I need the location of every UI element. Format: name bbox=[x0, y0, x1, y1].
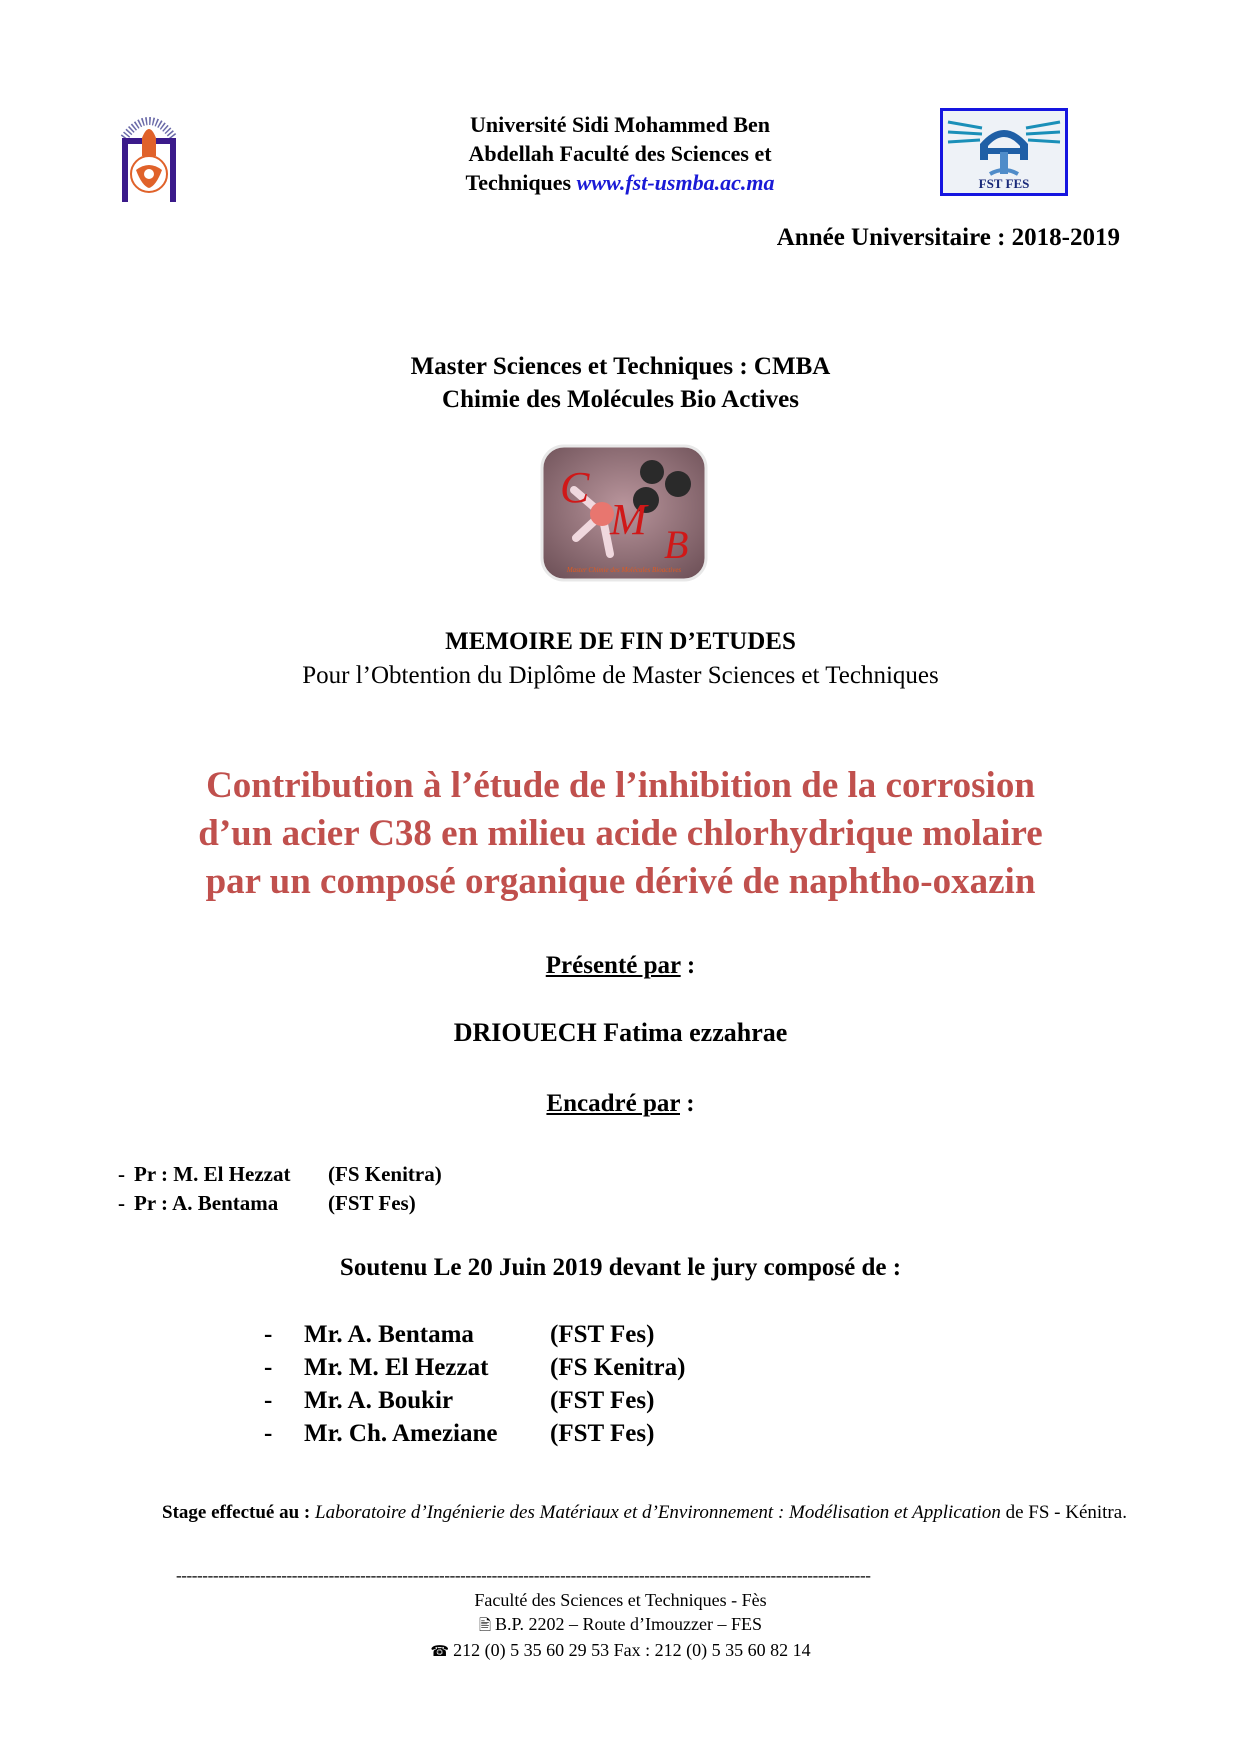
university-header bbox=[420, 110, 820, 197]
cmb-master-logo bbox=[538, 442, 710, 584]
laboratory-name: Laboratoire d’Ingénierie des Matériaux et d’Environnement : Modélisation et Application bbox=[315, 1502, 1001, 1523]
svg-text:B: B bbox=[664, 522, 689, 567]
footer-contact bbox=[0, 1588, 1241, 1664]
internship-info bbox=[118, 1494, 1178, 1532]
jury-member-name: Mr. A. Boukir bbox=[304, 1387, 454, 1414]
jury-member: - Mr. A. Boukir (FST Fes) bbox=[264, 1384, 685, 1417]
university-name-line2: Abdellah Faculté des Sciences et bbox=[468, 141, 772, 166]
supervisor-item: - Pr : A. Bentama (FST Fes) bbox=[118, 1189, 442, 1218]
program-line1: Master Sciences et Techniques : CMBA bbox=[410, 353, 831, 380]
footer-institution: Faculté des Sciences et Techniques - Fès bbox=[474, 1590, 767, 1610]
jury-member: - Mr. Ch. Ameziane (FST Fes) bbox=[264, 1417, 685, 1450]
thesis-title bbox=[0, 762, 1241, 906]
thesis-title-line1: Contribution à l’étude de l’inhibition de la corrosion bbox=[206, 765, 1035, 806]
master-program bbox=[0, 350, 1241, 416]
jury-member-affiliation: (FST Fes) bbox=[550, 1321, 655, 1348]
jury-member: - Mr. A. Bentama (FST Fes) bbox=[264, 1318, 685, 1351]
jury-member: - Mr. M. El Hezzat (FS Kenitra) bbox=[264, 1351, 685, 1384]
degree-purpose: Pour l’Obtention du Diplôme de Master Sciences et Techniques bbox=[302, 662, 939, 689]
defense-statement: Soutenu Le 20 Juin 2019 devant le jury composé de : bbox=[339, 1254, 902, 1281]
document-type: MEMOIRE DE FIN D’ETUDES bbox=[445, 628, 796, 655]
svg-text:M: M bbox=[610, 495, 647, 544]
program-line2: Chimie des Molécules Bio Actives bbox=[442, 386, 799, 413]
website-link[interactable]: www.fst-usmba.ac.ma bbox=[576, 170, 775, 195]
supervisor-affiliation: (FST Fes) bbox=[328, 1191, 416, 1215]
svg-text:Master Chimie des Molécules Bi: Master Chimie des Molécules Bioactives bbox=[566, 566, 682, 574]
jury-member-affiliation: (FST Fes) bbox=[550, 1420, 655, 1447]
university-name-line1: Université Sidi Mohammed Ben bbox=[469, 112, 771, 137]
svg-text:C: C bbox=[560, 463, 590, 512]
supervisor-item: - Pr : M. El Hezzat (FS Kenitra) bbox=[118, 1160, 442, 1189]
supervisor-affiliation: (FS Kenitra) bbox=[328, 1162, 442, 1186]
telephone-icon: ☎ bbox=[430, 1644, 450, 1660]
svg-text:FST FES: FST FES bbox=[978, 176, 1030, 191]
internship-label: Stage effectué au : bbox=[162, 1502, 311, 1523]
footer-phone: ☎ 212 (0) 5 35 60 29 53 Fax : 212 (0) 5 35 60 82 14 bbox=[0, 1638, 1241, 1664]
thesis-title-line3: par un composé organique dérivé de naphtho-oxazin bbox=[205, 861, 1036, 902]
mailbox-icon: 🖹 bbox=[478, 1618, 492, 1634]
jury-member-name: Mr. Ch. Ameziane bbox=[304, 1420, 498, 1447]
jury-member-name: Mr. A. Bentama bbox=[304, 1321, 474, 1348]
supervisor-name: Pr : A. Bentama bbox=[134, 1191, 279, 1215]
jury-member-affiliation: (FS Kenitra) bbox=[550, 1354, 686, 1381]
presented-by-heading: Présenté par : bbox=[545, 952, 696, 979]
footer-address: 🖹 B.P. 2202 – Route d’Imouzzer – FES bbox=[0, 1612, 1241, 1638]
footer-separator: ------------------------------------------------------------------------------------------------------------------------------------ bbox=[176, 1566, 871, 1585]
thesis-title-line2: d’un acier C38 en milieu acide chlorhydrique molaire bbox=[198, 813, 1043, 854]
university-emblem-logo bbox=[118, 108, 180, 204]
student-name: DRIOUECH Fatima ezzahrae bbox=[453, 1018, 788, 1047]
supervisor-name: Pr : M. El Hezzat bbox=[134, 1162, 291, 1186]
laboratory-location: de FS - Kénitra. bbox=[1005, 1502, 1127, 1523]
supervised-by-heading: Encadré par : bbox=[546, 1090, 695, 1117]
fst-fes-logo bbox=[940, 108, 1068, 196]
jury-member-name: Mr. M. El Hezzat bbox=[304, 1354, 489, 1381]
supervisor-list bbox=[118, 1160, 442, 1218]
jury-member-affiliation: (FST Fes) bbox=[550, 1387, 655, 1414]
university-name-line3: Techniques www.fst-usmba.ac.ma bbox=[465, 170, 775, 195]
academic-year: Année Universitaire : 2018-2019 bbox=[776, 224, 1120, 251]
jury-list bbox=[264, 1318, 685, 1450]
